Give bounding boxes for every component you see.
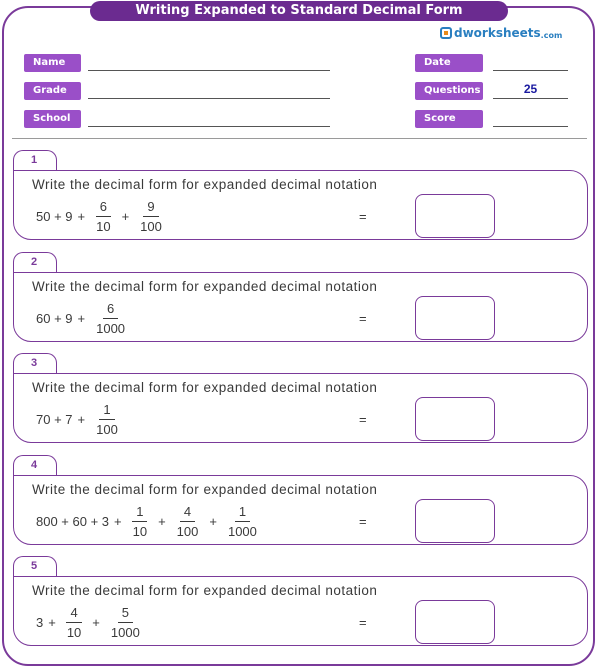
numerator: 6 (103, 301, 118, 319)
question-prompt: Write the decimal form for expanded decimal notation (32, 583, 378, 598)
expanded-expression (36, 301, 131, 336)
score-field[interactable] (493, 112, 568, 127)
expanded-expression (36, 504, 263, 539)
fraction (136, 199, 166, 234)
numerator: 9 (143, 199, 158, 217)
name-field[interactable] (88, 56, 330, 71)
plus-sign: + (77, 310, 86, 326)
denominator: 10 (132, 523, 148, 539)
question-number: 4 (13, 455, 57, 475)
question-prompt: Write the decimal form for expanded decimal notation (32, 481, 378, 497)
denominator: 1000 (110, 625, 140, 640)
answer-box[interactable] (415, 397, 495, 441)
question-prompt: Write the decimal form for expanded decimal notation (32, 278, 378, 294)
plus-sign: + (114, 513, 122, 529)
whole-part: 60 + 9 (36, 310, 73, 326)
fraction (92, 402, 122, 437)
fraction (107, 605, 144, 640)
logo-text: dworksheets (454, 26, 541, 40)
grade-label: Grade (24, 82, 81, 100)
whole-part: 800 + 60 + 3 (36, 513, 110, 529)
date-label: Date (415, 54, 483, 72)
numerator: 4 (66, 605, 81, 623)
fraction (173, 504, 203, 539)
whole-part: 70 + 7 (36, 412, 73, 427)
question-card (13, 170, 588, 240)
expanded-expression (36, 199, 168, 234)
fraction (92, 301, 129, 336)
denominator: 100 (140, 219, 162, 234)
plus-sign: + (92, 615, 100, 630)
expanded-expression (36, 605, 146, 640)
plus-sign: + (48, 615, 56, 630)
question-number: 3 (13, 353, 57, 373)
numerator: 1 (132, 504, 147, 522)
question-prompt: Write the decimal form for expanded decimal notation (32, 177, 378, 192)
fraction (224, 504, 261, 539)
equals-sign: = (359, 412, 367, 427)
plus-sign: + (77, 209, 86, 224)
equals-sign: = (359, 615, 367, 630)
header-divider (12, 138, 587, 139)
questions-value: 25 (523, 82, 538, 96)
answer-box[interactable] (415, 194, 495, 238)
answer-box[interactable] (415, 296, 495, 340)
site-logo[interactable] (440, 26, 562, 40)
plus-sign: + (121, 209, 130, 224)
whole-part: 50 + 9 (36, 209, 73, 224)
numerator: 6 (96, 199, 111, 217)
question-number: 2 (13, 252, 57, 272)
grade-field[interactable] (88, 84, 330, 99)
numerator: 1 (235, 504, 250, 522)
whole-part: 3 (36, 615, 44, 630)
school-field[interactable] (88, 112, 330, 127)
score-label: Score (415, 110, 483, 128)
school-label: School (24, 110, 81, 128)
answer-box[interactable] (415, 600, 495, 644)
question-prompt: Write the decimal form for expanded decimal notation (32, 380, 378, 395)
equals-sign: = (359, 310, 367, 326)
logo-icon (440, 27, 452, 39)
question-number: 5 (13, 556, 57, 576)
numerator: 4 (180, 504, 195, 522)
numerator: 1 (99, 402, 114, 420)
question-card (13, 475, 588, 545)
denominator: 100 (96, 422, 118, 437)
equals-sign: = (359, 209, 367, 224)
expanded-expression (36, 402, 124, 437)
equals-sign: = (359, 513, 367, 529)
logo-suffix: .com (540, 30, 563, 40)
date-field[interactable] (493, 56, 568, 71)
denominator: 1000 (227, 523, 257, 539)
plus-sign: + (209, 513, 217, 529)
question-number: 1 (13, 150, 57, 170)
denominator: 100 (176, 523, 199, 539)
question-card (13, 272, 588, 342)
name-label: Name (24, 54, 81, 72)
denominator: 1000 (96, 320, 126, 336)
question-card (13, 576, 588, 646)
plus-sign: + (158, 513, 166, 529)
worksheet-title: Writing Expanded to Standard Decimal Form (90, 1, 508, 21)
fraction (63, 605, 85, 640)
denominator: 10 (96, 219, 111, 234)
denominator: 10 (66, 625, 82, 640)
fraction (92, 199, 114, 234)
answer-box[interactable] (415, 499, 495, 543)
questions-label: Questions (415, 82, 483, 100)
fraction (129, 504, 151, 539)
numerator: 5 (118, 605, 133, 623)
plus-sign: + (77, 412, 86, 427)
question-card (13, 373, 588, 443)
